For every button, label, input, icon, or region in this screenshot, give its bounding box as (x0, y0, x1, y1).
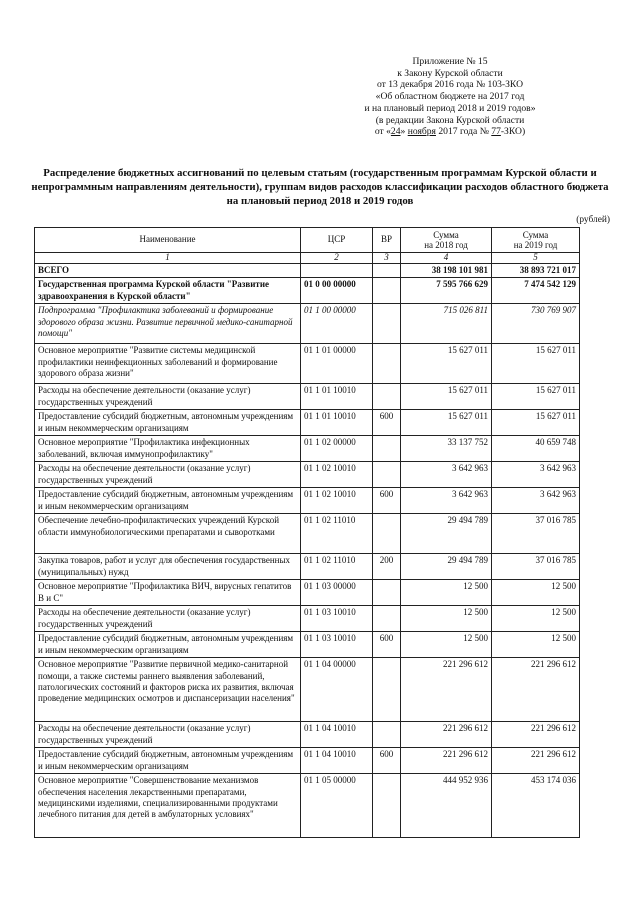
row-name: Основное мероприятие "Развитие первичной медико-санитарной помощи, а также системы раннего выявления заболеваний, патологических состояний и факторов риска их развития, включая проведение медицинских осмотров и диспансеризации населения" (35, 658, 301, 722)
row-sum-2019: 12 500 (492, 632, 580, 658)
appendix-line: к Закону Курской области (397, 67, 503, 79)
appendix-line-amendment-date (340, 126, 560, 138)
row-csr: 01 1 02 10010 (301, 462, 373, 488)
row-vr: 600 (373, 410, 401, 436)
table-row (35, 384, 580, 410)
header-row (35, 228, 580, 253)
row-sum-2019: 15 627 011 (492, 344, 580, 384)
row-vr (373, 606, 401, 632)
row-vr (373, 304, 401, 344)
row-sum-2019: 15 627 011 (492, 384, 580, 410)
row-sum-2018: 15 627 011 (401, 410, 492, 436)
row-vr (373, 658, 401, 722)
column-number-row (35, 253, 580, 264)
row-csr: 01 1 03 10010 (301, 632, 373, 658)
table-row (35, 488, 580, 514)
row-vr (373, 278, 401, 304)
row-csr: 01 1 02 11010 (301, 514, 373, 554)
row-sum-2018: 7 595 766 629 (401, 278, 492, 304)
appendix-line: и на плановый период 2018 и 2019 годов» (364, 102, 536, 114)
row-name: Расходы на обеспечение деятельности (оказание услуг) государственных учреждений (35, 384, 301, 410)
row-sum-2018: 29 494 789 (401, 514, 492, 554)
row-sum-2019: 38 893 721 017 (492, 264, 580, 278)
text: 2017 года № (435, 126, 492, 138)
table-row (35, 304, 580, 344)
row-vr: 600 (373, 748, 401, 774)
table-row (35, 554, 580, 580)
row-name: Расходы на обеспечение деятельности (оказание услуг) государственных учреждений (35, 462, 301, 488)
row-name: Основное мероприятие "Совершенствование механизмов обеспечения населения лекарственными препаратами, медицинскими изделиями, специализированными продуктами лечебного питания для детей в амбулаторных условиях" (35, 774, 301, 838)
row-vr (373, 722, 401, 748)
appendix-line: Приложение № 15 (412, 56, 488, 67)
table-row (35, 606, 580, 632)
row-sum-2018: 12 500 (401, 580, 492, 606)
row-sum-2018: 15 627 011 (401, 344, 492, 384)
row-vr (373, 384, 401, 410)
row-vr (373, 264, 401, 278)
row-sum-2019: 15 627 011 (492, 410, 580, 436)
row-sum-2018: 12 500 (401, 632, 492, 658)
row-name: Предоставление субсидий бюджетным, автономным учреждениям и иным некоммерческим организациям (35, 632, 301, 658)
row-csr: 01 1 03 10010 (301, 606, 373, 632)
row-sum-2018: 29 494 789 (401, 554, 492, 580)
row-name: Основное мероприятие "Профилактика ВИЧ, вирусных гепатитов В и С" (35, 580, 301, 606)
table-row (35, 436, 580, 462)
column-number: 1 (35, 253, 301, 264)
row-sum-2018: 444 952 936 (401, 774, 492, 838)
row-sum-2018: 221 296 612 (401, 722, 492, 748)
table-row (35, 580, 580, 606)
table-row-total (35, 264, 580, 278)
column-number: 3 (373, 253, 401, 264)
row-csr: 01 1 01 10010 (301, 384, 373, 410)
row-sum-2018: 38 198 101 981 (401, 264, 492, 278)
row-sum-2019: 221 296 612 (492, 722, 580, 748)
row-vr (373, 344, 401, 384)
row-sum-2018: 15 627 011 (401, 384, 492, 410)
row-sum-2018: 3 642 963 (401, 488, 492, 514)
row-csr: 01 1 04 00000 (301, 658, 373, 722)
table-row (35, 658, 580, 722)
header-name: Наименование (35, 228, 301, 253)
amendment-day: 24 (390, 126, 401, 138)
row-vr (373, 580, 401, 606)
column-number: 2 (301, 253, 373, 264)
row-csr: 01 1 05 00000 (301, 774, 373, 838)
row-csr: 01 0 00 00000 (301, 278, 373, 304)
row-sum-2019: 37 016 785 (492, 514, 580, 554)
row-sum-2019: 12 500 (492, 606, 580, 632)
header-sum-2019: Сумма на 2019 год (492, 228, 580, 253)
row-sum-2018: 221 296 612 (401, 748, 492, 774)
row-csr (301, 264, 373, 278)
table-row (35, 344, 580, 384)
row-csr: 01 1 02 11010 (301, 554, 373, 580)
table-row (35, 748, 580, 774)
row-name: Основное мероприятие "Развитие системы медицинской профилактики неинфекционных заболеваний и формирование здорового образа жизни" (35, 344, 301, 384)
table-row (35, 410, 580, 436)
row-name: Предоставление субсидий бюджетным, автономным учреждениям и иным некоммерческим организациям (35, 488, 301, 514)
row-name: Обеспечение лечебно-профилактических учреждений Курской области иммунобиологическими препаратами и сыворотками (35, 514, 301, 554)
row-vr: 600 (373, 488, 401, 514)
row-sum-2019: 40 659 748 (492, 436, 580, 462)
row-vr: 200 (373, 554, 401, 580)
row-sum-2019: 221 296 612 (492, 658, 580, 722)
row-vr (373, 514, 401, 554)
row-vr (373, 462, 401, 488)
row-csr: 01 1 04 10010 (301, 748, 373, 774)
row-name: ВСЕГО (35, 264, 301, 278)
row-csr: 01 1 04 10010 (301, 722, 373, 748)
row-name: Расходы на обеспечение деятельности (оказание услуг) государственных учреждений (35, 606, 301, 632)
text: от « (374, 126, 391, 138)
row-sum-2019: 3 642 963 (492, 462, 580, 488)
row-sum-2019: 7 474 542 129 (492, 278, 580, 304)
row-csr: 01 1 00 00000 (301, 304, 373, 344)
amendment-number: 77 (491, 126, 501, 138)
row-sum-2018: 12 500 (401, 606, 492, 632)
row-csr: 01 1 01 10010 (301, 410, 373, 436)
row-csr: 01 1 02 10010 (301, 488, 373, 514)
row-name: Подпрограмма "Профилактика заболеваний и формирование здорового образа жизни. Развитие первичной медико-санитарной помощи" (35, 304, 301, 344)
appendix-line: от 13 декабря 2016 года № 103-ЗКО (376, 79, 524, 91)
appendix-line: (в редакции Закона Курской области (375, 114, 525, 126)
row-name: Государственная программа Курской области "Развитие здравоохранения в Курской области" (35, 278, 301, 304)
document-title: Распределение бюджетных ассигнований по целевым статьям (государственным программам Курской области и непрограммным направлениям деятельности), группам видов расходов классификации расходов областного бюджета на плановый период 2018 и 2019 годов (31, 167, 609, 208)
row-name: Предоставление субсидий бюджетным, автономным учреждениям и иным некоммерческим организациям (35, 748, 301, 774)
row-vr (373, 774, 401, 838)
row-name: Расходы на обеспечение деятельности (оказание услуг) государственных учреждений (35, 722, 301, 748)
header-vr: ВР (373, 228, 401, 253)
row-sum-2018: 3 642 963 (401, 462, 492, 488)
row-sum-2018: 221 296 612 (401, 658, 492, 722)
table-row (35, 278, 580, 304)
row-sum-2019: 730 769 907 (492, 304, 580, 344)
row-sum-2019: 453 174 036 (492, 774, 580, 838)
column-number: 4 (401, 253, 492, 264)
row-name: Закупка товаров, работ и услуг для обеспечения государственных (муниципальных) нужд (35, 554, 301, 580)
table-row (35, 462, 580, 488)
text: -ЗКО) (500, 126, 526, 138)
row-sum-2019: 37 016 785 (492, 554, 580, 580)
row-sum-2018: 33 137 752 (401, 436, 492, 462)
table-row (35, 632, 580, 658)
amendment-month: ноября (407, 126, 436, 138)
row-sum-2019: 221 296 612 (492, 748, 580, 774)
row-csr: 01 1 01 00000 (301, 344, 373, 384)
row-vr (373, 436, 401, 462)
budget-table (34, 227, 580, 838)
row-csr: 01 1 02 00000 (301, 436, 373, 462)
row-sum-2018: 715 026 811 (401, 304, 492, 344)
column-number: 5 (492, 253, 580, 264)
header-sum-2018: Сумма на 2018 год (401, 228, 492, 253)
table-row (35, 774, 580, 838)
appendix-block (340, 56, 560, 138)
header-csr: ЦСР (301, 228, 373, 253)
row-name: Основное мероприятие "Профилактика инфекционных заболеваний, включая иммунопрофилактику" (35, 436, 301, 462)
table-row (35, 722, 580, 748)
units-label: (рублей) (576, 215, 610, 225)
text: » (400, 126, 408, 138)
row-sum-2019: 3 642 963 (492, 488, 580, 514)
row-vr: 600 (373, 632, 401, 658)
appendix-line: «Об областном бюджете на 2017 год (375, 91, 525, 103)
row-sum-2019: 12 500 (492, 580, 580, 606)
table-row (35, 514, 580, 554)
row-csr: 01 1 03 00000 (301, 580, 373, 606)
row-name: Предоставление субсидий бюджетным, автономным учреждениям и иным некоммерческим организациям (35, 410, 301, 436)
